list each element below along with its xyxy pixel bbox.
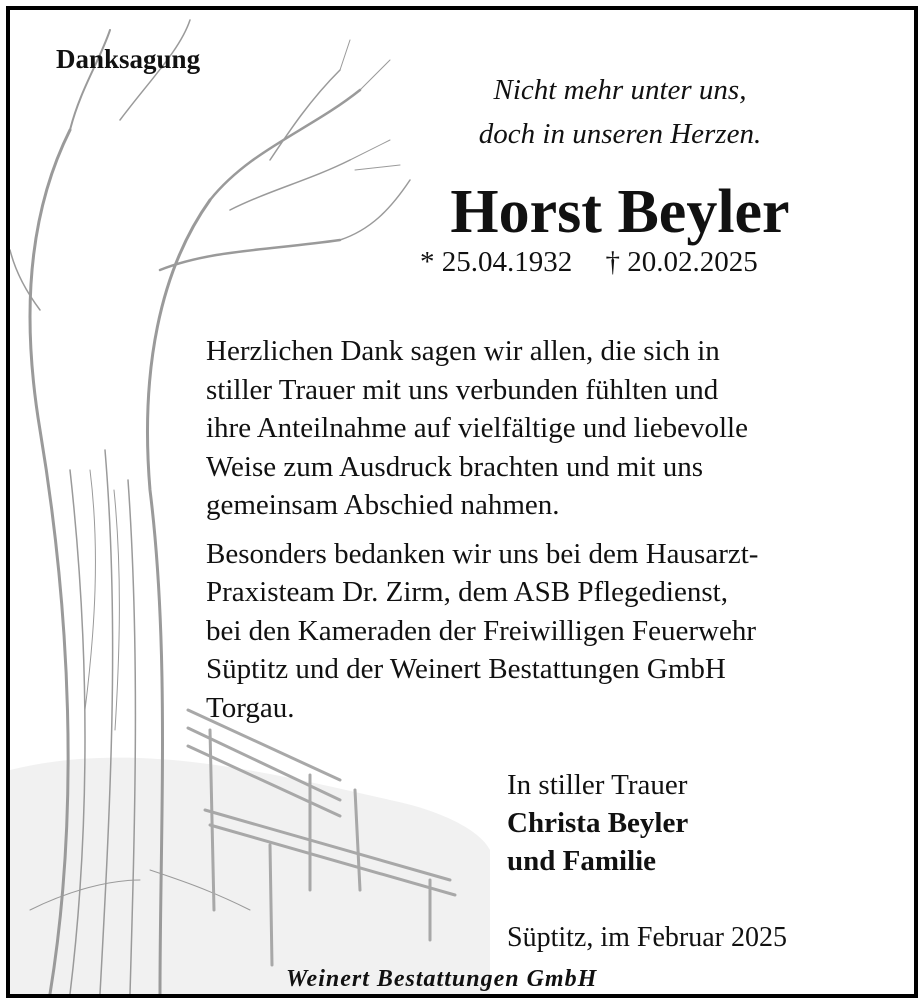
text-line: gemeinsam Abschied nahmen.	[206, 489, 560, 521]
text-line: ihre Anteilnahme auf vielfältige und liebevolle	[206, 412, 748, 444]
thanks-paragraph	[206, 332, 906, 525]
signature-block	[507, 766, 688, 880]
obituary-card	[6, 6, 918, 998]
memorial-quote	[410, 68, 830, 156]
death-date: † 20.02.2025	[605, 246, 758, 278]
text-line: stiller Trauer mit uns verbunden fühlten und	[206, 373, 719, 406]
place-and-date: Süptitz, im Februar 2025	[507, 922, 787, 953]
thanks-text	[206, 332, 906, 727]
special-thanks-paragraph	[206, 535, 906, 728]
signature-family: und Familie	[507, 845, 657, 877]
funeral-home-credit: Weinert Bestattungen GmbH	[286, 966, 598, 992]
text-line: Besonders bedanken wir uns bei dem Hausarzt-	[206, 537, 759, 570]
quote-line: Nicht mehr unter uns,	[493, 74, 747, 106]
text-line: Praxisteam Dr. Zirm, dem ASB Pflegedienst,	[206, 576, 728, 608]
text-line: Torgau.	[206, 691, 295, 724]
life-dates	[420, 246, 758, 279]
text-line: bei den Kameraden der Freiwilligen Feuerwehr	[206, 614, 756, 647]
quote-line: doch in unseren Herzen.	[478, 118, 762, 150]
text-line: Süptitz und der Weinert Bestattungen GmbH	[206, 653, 726, 685]
deceased-name: Horst Beyler	[450, 178, 790, 246]
birth-date: * 25.04.1932	[420, 246, 573, 278]
text-line: Herzlichen Dank sagen wir allen, die sich in	[206, 335, 720, 367]
text-line: Weise zum Ausdruck brachten und mit uns	[206, 450, 704, 483]
notice-heading: Danksagung	[56, 44, 201, 74]
signature-name: Christa Beyler	[507, 807, 689, 839]
signature-intro: In stiller Trauer	[507, 769, 688, 801]
